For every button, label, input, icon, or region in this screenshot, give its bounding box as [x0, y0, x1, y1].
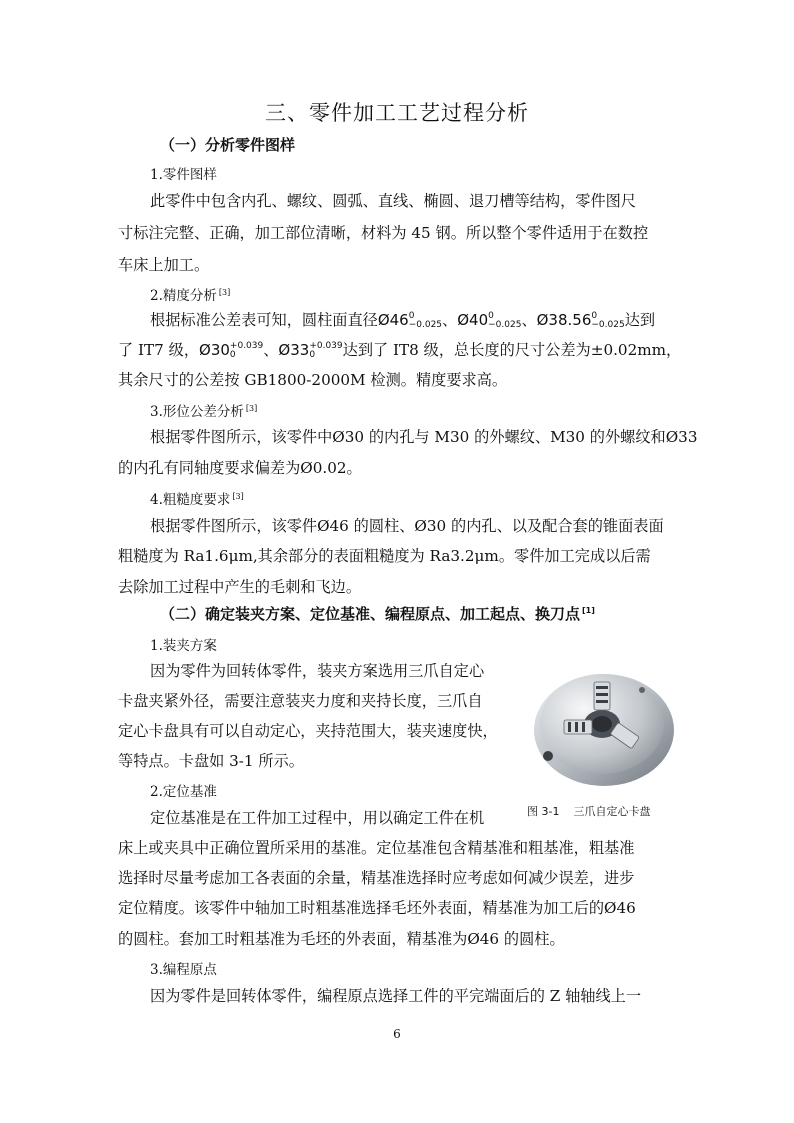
paragraph-line: 等特点。卡盘如 3-1 所示。	[118, 752, 304, 770]
tolerance-dim	[378, 313, 442, 329]
paragraph-line: 选择时尽量考虑加工各表面的余量，精基准选择时应考虑如何减少误差，进步	[118, 869, 635, 887]
paragraph-line: 其余尺寸的公差按 GB1800-2000M 检测。精度要求高。	[118, 371, 508, 389]
tolerance-upper: +0.039	[229, 341, 264, 351]
paragraph-line: 因为零件是回转体零件，编程原点选择工件的平完端面后的 Z 轴轴线上一	[150, 987, 642, 1005]
tolerance-dim	[537, 313, 625, 329]
figure-caption	[527, 803, 650, 819]
tolerance-base: Ø40	[457, 311, 489, 329]
tolerance-lower: −0.025	[591, 320, 625, 330]
paragraph-line: 定心卡盘具有可以自动定心，夹持范围大，装夹速度快，	[118, 722, 498, 740]
citation-ref: [1]	[582, 606, 595, 615]
paragraph-line-tolerances-1	[150, 309, 655, 330]
citation-ref: [3]	[218, 287, 231, 297]
tolerance-stack	[230, 342, 263, 360]
text-run: 达到了 IT8 级，总长度的尺寸公差为±0.02mm，	[342, 341, 682, 359]
tolerance-lower: −0.025	[488, 320, 522, 330]
paragraph-line: 寸标注完整、正确，加工部位清晰，材料为 45 钢。所以整个零件适用于在数控	[118, 224, 649, 242]
tolerance-stack	[488, 312, 521, 330]
subheading-text: 2.精度分析	[150, 288, 217, 304]
tolerance-base: Ø38.56	[536, 311, 592, 329]
tolerance-upper: 0	[408, 311, 415, 321]
citation-ref: [3]	[245, 403, 258, 413]
separator: 、	[442, 311, 458, 329]
section-heading-1: （一）分析零件图样	[160, 136, 296, 154]
subheading-text: 4.粗糙度要求	[150, 492, 231, 508]
tolerance-base: Ø33	[278, 341, 310, 359]
subheading-part-drawing: 1.零件图样	[150, 167, 217, 183]
subheading-datum: 2.定位基准	[150, 784, 217, 800]
subheading-clamping: 1.装夹方案	[150, 638, 217, 654]
tolerance-stack	[409, 312, 442, 330]
subheading-text: 3.形位公差分析	[150, 404, 244, 420]
paragraph-line: 此零件中包含内孔、螺纹、圆弧、直线、椭圆、退刀槽等结构，零件图尺	[150, 192, 636, 210]
paragraph-line: 定位精度。该零件中轴加工时粗基准选择毛坯外表面，精基准为加工后的Ø46	[118, 899, 636, 917]
paragraph-line: 粗糙度为 Ra1.6μm,其余部分的表面粗糙度为 Ra3.2μm。零件加工完成以后需	[118, 547, 651, 565]
tolerance-base: Ø30	[199, 341, 230, 359]
subheading-roughness	[150, 488, 244, 508]
paragraph-line: 床上或夹具中正确位置所采用的基准。定位基准包含精基准和粗基准，粗基准	[118, 839, 635, 857]
paragraph-line: 车床上加工。	[118, 256, 210, 274]
tolerance-stack	[591, 312, 624, 330]
tolerance-dim	[457, 313, 521, 329]
tolerance-dim	[199, 343, 263, 359]
text-run: 了 IT7 级，	[118, 341, 200, 359]
page-title: 三、零件加工工艺过程分析	[265, 101, 529, 125]
chuck-image	[524, 660, 676, 788]
paragraph-line: 因为零件为回转体零件，装夹方案选用三爪自定心	[150, 662, 485, 680]
tolerance-lower: −0.025	[408, 320, 443, 330]
paragraph-line: 根据零件图所示，该零件Ø46 的圆柱、Ø30 的内孔、以及配合套的锥面表面	[150, 517, 664, 535]
paragraph-line: 卡盘夹紧外径，需要注意装夹力度和夹持长度，三爪自	[118, 692, 483, 710]
section-heading-text: （二）确定装夹方案、定位基准、编程原点、加工起点、换刀点	[160, 605, 581, 623]
tolerance-stack	[309, 342, 342, 360]
paragraph-line: 根据零件图所示，该零件中Ø30 的内孔与 M30 的外螺纹、M30 的外螺纹和Ø33	[150, 428, 698, 446]
paragraph-line: 定位基准是在工件加工过程中，用以确定工件在机	[150, 809, 485, 827]
tolerance-lower: 0	[229, 350, 236, 360]
tolerance-dim	[278, 343, 342, 359]
subheading-program-origin: 3.编程原点	[150, 962, 217, 978]
separator: 、	[263, 341, 279, 359]
text-run: 达到	[624, 311, 656, 329]
tolerance-lower: 0	[309, 350, 316, 360]
paragraph-line: 的内孔有同轴度要求偏差为Ø0.02。	[118, 459, 362, 477]
section-heading-2	[160, 603, 595, 624]
figure-title: 三爪自定心卡盘	[573, 805, 651, 818]
separator: 、	[521, 311, 537, 329]
tolerance-base: Ø46	[377, 311, 409, 329]
subheading-form-tolerance	[150, 400, 257, 420]
paragraph-line: 的圆柱。套加工时粗基准为毛坯的外表面，精基准为Ø46 的圆柱。	[118, 930, 565, 948]
tolerance-upper: 0	[488, 311, 494, 321]
subheading-precision-analysis	[150, 284, 230, 304]
figure-number: 图 3-1	[527, 805, 560, 818]
citation-ref: [3]	[232, 491, 244, 501]
text-run: 根据标准公差表可知，圆柱面直径	[150, 311, 378, 329]
tolerance-upper: +0.039	[309, 341, 343, 351]
page-number: 6	[393, 1027, 401, 1041]
paragraph-line-tolerances-2	[118, 339, 681, 360]
tolerance-upper: 0	[591, 311, 598, 321]
paragraph-line: 去除加工过程中产生的毛刺和飞边。	[118, 578, 361, 596]
